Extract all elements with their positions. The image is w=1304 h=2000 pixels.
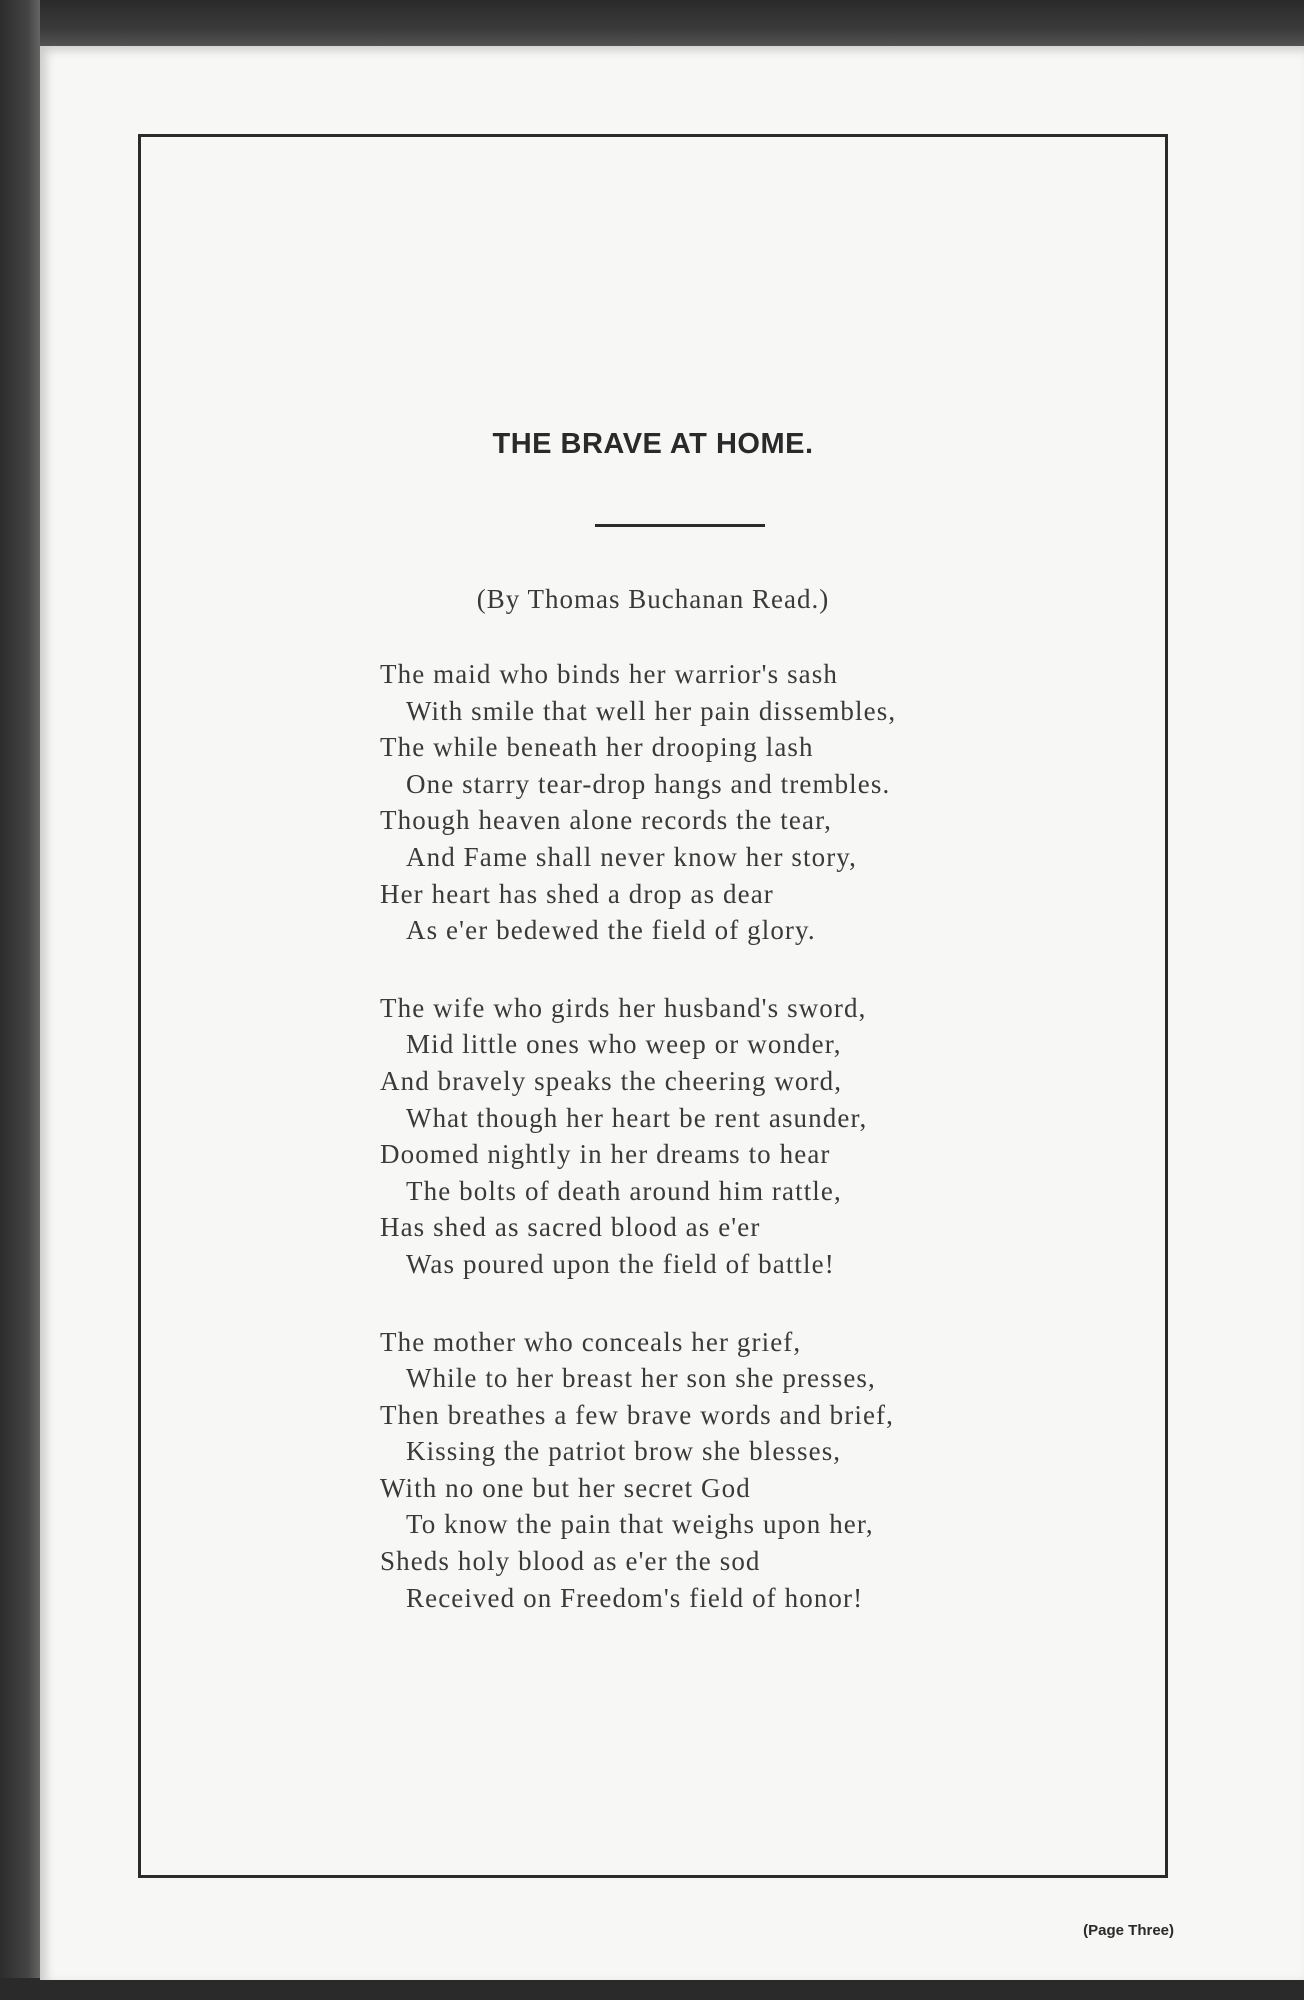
page-number: (Page Three) bbox=[1083, 1922, 1174, 1939]
poem-line: To know the pain that weighs upon her, bbox=[406, 1509, 874, 1540]
poem-line: The bolts of death around him rattle, bbox=[406, 1175, 842, 1206]
stanza bbox=[380, 656, 1080, 949]
poem-line: While to her breast her son she presses, bbox=[406, 1363, 876, 1394]
stanza bbox=[380, 990, 1080, 1283]
poem-line: And Fame shall never know her story, bbox=[406, 841, 858, 872]
poem-line: As e'er bedewed the field of glory. bbox=[406, 915, 816, 946]
poem-line: Then breathes a few brave words and brief, bbox=[380, 1399, 894, 1430]
poem-line: One starry tear-drop hangs and trembles. bbox=[406, 768, 891, 799]
scan-bottom-edge bbox=[0, 1978, 1304, 2000]
poem-line: What though her heart be rent asunder, bbox=[406, 1102, 868, 1133]
poem-line: Received on Freedom's field of honor! bbox=[406, 1582, 864, 1613]
scan-top-edge bbox=[0, 0, 1304, 48]
poem-line: Doomed nightly in her dreams to hear bbox=[380, 1139, 831, 1170]
poem-line: With no one but her secret God bbox=[380, 1472, 751, 1503]
poem-line: Kissing the patriot brow she blesses, bbox=[406, 1436, 842, 1467]
title-rule bbox=[595, 524, 765, 527]
poem-line: The maid who binds her warrior's sash bbox=[380, 659, 838, 689]
poem-line: Though heaven alone records the tear, bbox=[380, 805, 832, 836]
stanza bbox=[380, 1324, 1080, 1617]
poem-byline: (By Thomas Buchanan Read.) bbox=[476, 584, 830, 614]
poem-title: THE BRAVE AT HOME. bbox=[492, 428, 814, 460]
poem-line: And bravely speaks the cheering word, bbox=[380, 1065, 843, 1096]
poem-line: Was poured upon the field of battle! bbox=[406, 1248, 835, 1279]
poem-body bbox=[380, 656, 1080, 1657]
poem-line: Sheds holy blood as e'er the sod bbox=[380, 1546, 761, 1577]
poem-line: With smile that well her pain dissembles, bbox=[406, 695, 897, 726]
scan-left-edge bbox=[0, 0, 40, 2000]
poem-line: The mother who conceals her grief, bbox=[380, 1326, 802, 1357]
poem-line: The while beneath her drooping lash bbox=[380, 732, 814, 763]
poem-line: The wife who girds her husband's sword, bbox=[380, 992, 867, 1023]
poem-line: Mid little ones who weep or wonder, bbox=[406, 1029, 842, 1060]
poem-line: Her heart has shed a drop as dear bbox=[380, 878, 774, 909]
poem-line: Has shed as sacred blood as e'er bbox=[380, 1212, 761, 1243]
